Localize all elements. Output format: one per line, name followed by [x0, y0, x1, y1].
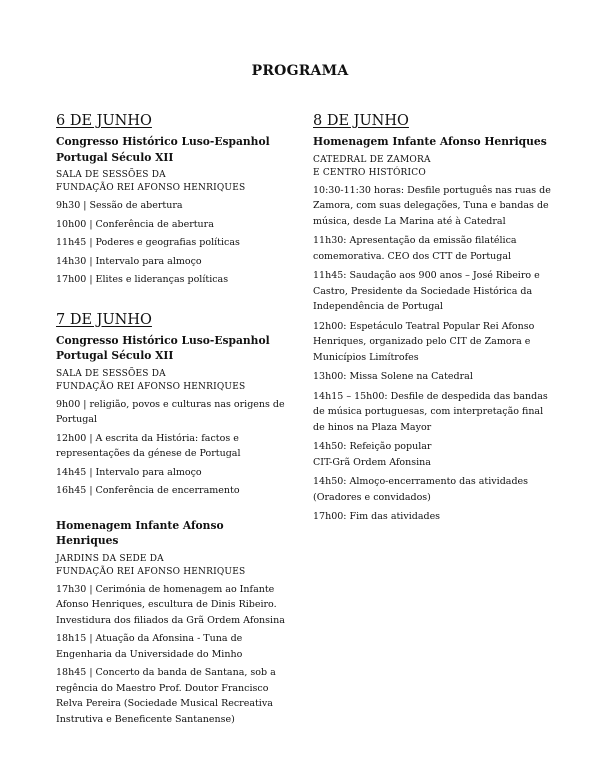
venue	[56, 368, 288, 394]
schedule-item: 10h00 | Conferência de abertura	[56, 218, 214, 230]
schedule-item: 17h30 | Cerimónia de homenagem ao Infante Afonso Henriques, escultura de Dinis Ribeiro. Investidura dos filiados da Grã Ordem Afonsina	[56, 583, 285, 626]
event-heading: Congresso Histórico Luso-Espanhol Portugal Século XII	[56, 135, 270, 164]
schedule-item: 9h30 | Sessão de abertura	[56, 200, 183, 211]
event-heading: Homenagem Infante Afonso Henriques	[313, 135, 547, 148]
event-heading: Congresso Histórico Luso-Espanhol Portugal Século XII	[56, 333, 270, 362]
schedule-item: 11h45: Saudação aos 900 anos – José Ribeiro e Castro, Presidente da Sociedade Histórica da Independência de Portugal	[313, 270, 540, 312]
page-title: PROGRAMA	[251, 63, 349, 79]
venue	[56, 169, 288, 195]
schedule-item-note: CIT-Grã Ordem Afonsina	[313, 456, 431, 468]
schedule-item: 11h45 | Poderes e geografias políticas	[56, 237, 240, 248]
schedule-item: 12h00: Espetáculo Teatral Popular Rei Afonso Henriques, organizado pelo CIT de Zamora e Municípios Limítrofes	[313, 320, 535, 363]
schedule-item: 14h30 | Intervalo para almoço	[56, 255, 202, 267]
day-section-6-june	[56, 112, 288, 288]
schedule-item: 14h15 – 15h00: Desfile de despedida das bandas de música portuguesas, com interpretação final de hinos na Plaza Mayor	[313, 390, 548, 433]
venue-line: FUNDAÇÃO REI AFONSO HENRIQUES	[56, 566, 246, 577]
venue-line: SALA DE SESSÕES DA	[56, 368, 166, 379]
schedule-item: 17h00: Fim das atividades	[313, 511, 441, 522]
schedule-item: 17h00 | Elites e lideranças políticas	[56, 274, 229, 285]
day-heading: 8 DE JUNHO	[313, 113, 409, 129]
event-heading: Homenagem Infante Afonso Henriques	[56, 518, 224, 547]
schedule-item: 12h00 | A escrita da História: factos e representações da génese de Portugal	[56, 432, 241, 459]
venue-line: FUNDAÇÃO REI AFONSO HENRIQUES	[56, 381, 246, 392]
day-section-8-june	[313, 112, 553, 525]
venue-line: SALA DE SESSÕES DA	[56, 170, 166, 180]
venue	[56, 553, 288, 579]
schedule-item: 10:30-11:30 horas: Desfile português nas ruas de Zamora, com suas delegações, Tuna e bandas de música, desde La Marina até à Catedral	[313, 184, 551, 227]
schedule-item: 14h50: Refeição popular	[313, 441, 432, 452]
schedule-item: 13h00: Missa Solene na Catedral	[313, 371, 473, 382]
left-column	[56, 112, 288, 730]
schedule-item: 16h45 | Conferência de encerramento	[56, 485, 240, 496]
day-heading: 6 DE JUNHO	[56, 113, 152, 129]
venue	[313, 154, 553, 180]
venue-line: JARDINS DA SEDE DA	[56, 553, 164, 564]
schedule-item: 9h00 | religião, povos e culturas nas origens de Portugal	[56, 398, 285, 425]
day-heading: 7 DE JUNHO	[56, 311, 152, 328]
tribute-section	[56, 518, 288, 728]
venue-line: E CENTRO HISTÓRICO	[313, 167, 426, 178]
venue-line: CATEDRAL DE ZAMORA	[313, 154, 431, 165]
venue-line: FUNDAÇÃO REI AFONSO HENRIQUES	[56, 183, 246, 193]
schedule-item: 18h45 | Concerto da banda de Santana, sob a regência do Maestro Prof. Doutor Francisco Relva Pereira (Sociedade Musical Recreativa Instrutiva e Beneficente Santanense)	[56, 667, 276, 725]
schedule-item: 14h45 | Intervalo para almoço	[56, 466, 202, 478]
day-section-7-june	[56, 311, 288, 499]
right-column	[313, 112, 553, 529]
schedule-item: 11h30: Apresentação da emissão filatélica comemorativa. CEO dos CTT de Portugal	[313, 235, 517, 262]
schedule-item: 18h15 | Atuação da Afonsina - Tuna de Engenharia da Universidade do Minho	[56, 633, 243, 660]
schedule-item: 14h50: Almoço-encerramento das atividades (Oradores e convidados)	[313, 476, 529, 503]
